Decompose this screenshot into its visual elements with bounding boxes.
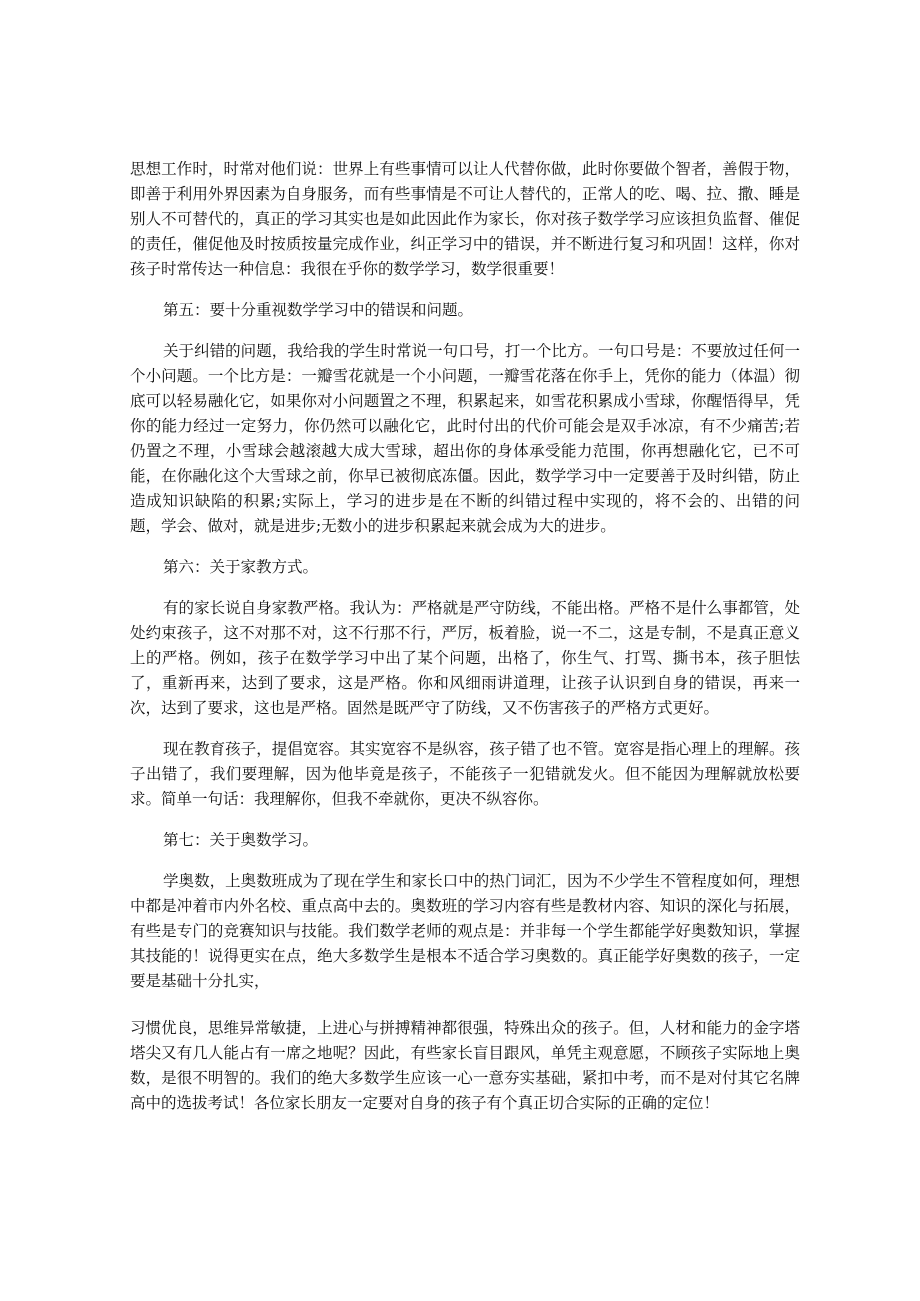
paragraph-thinking-work: 思想工作时，时常对他们说：世界上有些事情可以让人代替你做，此时你要做个智者，善假于物，即善于利用外界因素为自身服务，而有些事情是不可让人替代的，正常人的吃、喝、拉、撒、睡是别人不可替代的，真正的学习其实也是如此因此作为家长，你对孩子数学学习应该担负监督、催促的责任，催促他及时按质按量完成作业，纠正学习中的错误，并不断进行复习和巩固！这样，你对孩子时常传达一种信息：我很在乎你的数学学习，数学很重要！ xyxy=(130,160,800,278)
heading-section-five: 第五：要十分重视数学学习中的错误和问题。 xyxy=(163,301,474,319)
heading-section-seven: 第七：关于奥数学习。 xyxy=(163,831,319,849)
paragraph-error-correction: 关于纠错的问题，我给我的学生时常说一句口号，打一个比方。一句口号是：不要放过任何一个小问题。一个比方是：一瓣雪花就是一个小问题，一瓣雪花落在你手上，凭你的能力（体温）彻底可以轻易融化它，如果你对小问题置之不理，积累起来，如雪花积累成小雪球，你醒悟得早，凭你的能力经过一定努力，你仍然可以融化它，此时付出的代价可能会是双手冰凉，有不少痛苦;若仍置之不理，小雪球会越滚越大成大雪球，超出你的身体承受能力范围，你再想融化它，已不可能，在你融化这个大雪球之前，你早已被彻底冻僵。因此，数学学习中一定要善于及时纠错，防止造成知识缺陷的积累;实际上，学习的进步是在不断的纠错过程中实现的，将不会的、出错的问题，学会、做对，就是进步;无数小的进步积累起来就会成为大的进步。 xyxy=(130,342,800,535)
paragraph-olympiad-math: 学奥数，上奥数班成为了现在学生和家长口中的热门词汇，因为不少学生不管程度如何，理想中都是冲着市内外名校、重点高中去的。奥数班的学习内容有些是教材内容、知识的深化与拓展，有些是专门的竞赛知识与技能。我们数学老师的观点是：并非每一个学生都能学好奥数知识，掌握其技能的！说得更实在点，绝大多数学生是根本不适合学习奥数的。真正能学好奥数的孩子，一定要是基础十分扎实， xyxy=(130,872,800,990)
paragraph-strictness: 有的家长说自身家教严格。我认为：严格就是严守防线，不能出格。严格不是什么事都管，处处约束孩子，这不对那不对，这不行那不行，严厉，板着脸，说一不二，这是专制，不是真正意义上的严格。例如，孩子在数学学习中出了某个问题，出格了，你生气、打骂、撕书本，孩子胆怯了，重新再来，达到了要求，这是严格。你和风细雨讲道理，让孩子认识到自身的错误，再来一次，达到了要求，这也是严格。固然是既严守了防线，又不伤害孩子的严格方式更好。 xyxy=(130,599,800,717)
paragraph-olympiad-conclusion: 习惯优良，思维异常敏捷，上进心与拼搏精神都很强，特殊出众的孩子。但，人材和能力的金字塔塔尖又有几人能占有一席之地呢？因此，有些家长盲目跟风，单凭主观意愿，不顾孩子实际地上奥数，是很不明智的。我们的绝大多数学生应该一心一意夯实基础，紧扣中考，而不是对付其它名牌高中的选拔考试！各位家长朋友一定要对自身的孩子有个真正切合实际的正确的定位！ xyxy=(130,1019,800,1112)
heading-section-six: 第六：关于家教方式。 xyxy=(163,558,319,576)
document-page xyxy=(130,157,800,1132)
paragraph-tolerance: 现在教育孩子，提倡宽容。其实宽容不是纵容，孩子错了也不管。宽容是指心理上的理解。孩子出错了，我们要理解，因为他毕竟是孩子，不能孩子一犯错就发火。但不能因为理解就放松要求。简单一句话：我理解你，但我不牵就你，更决不纵容你。 xyxy=(130,740,800,808)
